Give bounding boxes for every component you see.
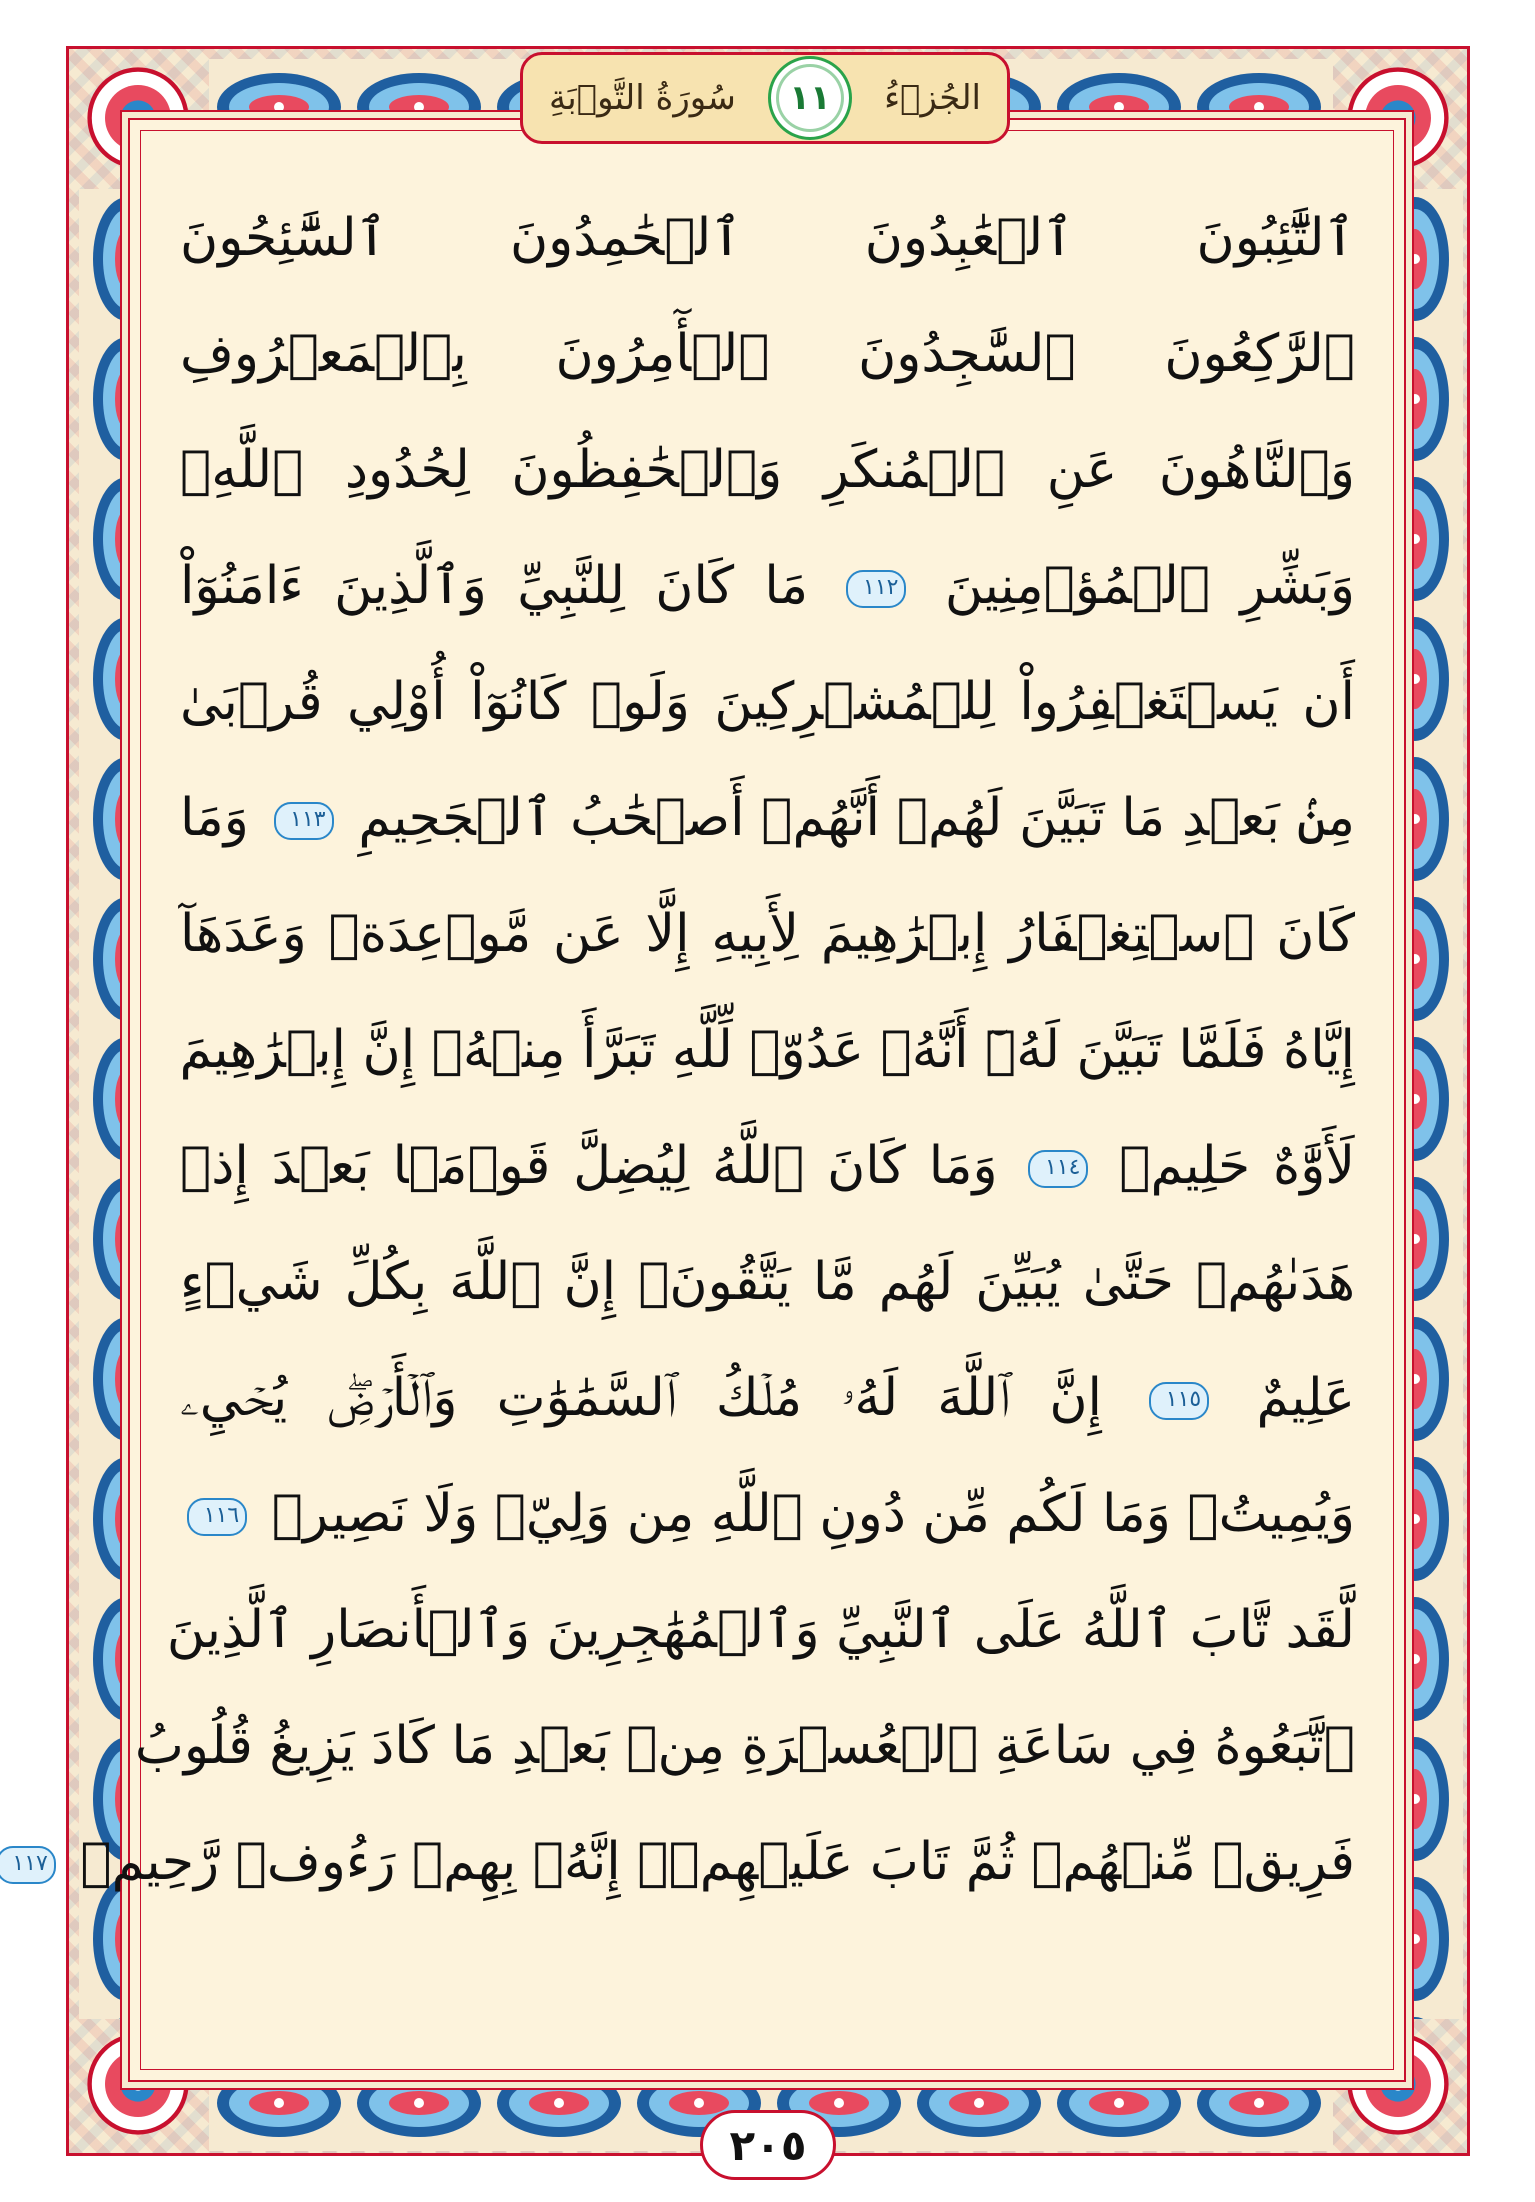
line-text: ٱلرَّٰكِعُونَ ٱلسَّٰجِدُونَ ٱلۡأٓمِرُونَ بِٱلۡمَعۡرُوفِ [180, 324, 1355, 384]
text-line [134, 1696, 1355, 1796]
ayah-number-marker: ١١٤ [1028, 1150, 1088, 1188]
line-text: أَن يَسۡتَغۡفِرُواْ لِلۡمُشۡرِكِينَ وَلَوۡ كَانُوٓاْ أُوْلِي قُرۡبَىٰ [180, 672, 1355, 732]
ayah-number-marker: ١١٦ [187, 1498, 247, 1536]
ayah-number-marker: ١١٢ [846, 570, 906, 608]
line-text: هَدَىٰهُمۡ حَتَّىٰ يُبَيِّنَ لَهُم مَّا يَتَّقُونَۚ إِنَّ ٱللَّهَ بِكُلِّ شَيۡءٍ [180, 1252, 1355, 1312]
text-line [180, 536, 1355, 636]
line-text: لَّقَد تَّابَ ٱللَّهُ عَلَى ٱلنَّبِيِّ وَٱلۡمُهَٰجِرِينَ وَٱلۡأَنصَارِ ٱلَّذِينَ [166, 1600, 1355, 1660]
text-line [180, 1464, 1355, 1564]
line-text-continued: إِنَّ ٱللَّهَ لَهُۥ مُلۡكُ ٱلسَّمَٰوَٰتِ وَٱلۡأَرۡضِۖ يُحۡيِۦ [180, 1368, 1103, 1428]
text-line [180, 1232, 1355, 1332]
line-text: وَبَشِّرِ ٱلۡمُؤۡمِنِينَ [944, 556, 1356, 616]
ayah-number-marker: ١١٥ [1149, 1382, 1209, 1420]
text-line [180, 304, 1355, 404]
juz-label: الجُزۡءُ [884, 78, 981, 118]
line-text: مِنۢ بَعۡدِ مَا تَبَيَّنَ لَهُمۡ أَنَّهُمۡ أَصۡحَٰبُ ٱلۡجَحِيمِ [358, 788, 1356, 848]
text-line [180, 420, 1355, 520]
line-text: ٱلتَّٰٓئِبُونَ ٱلۡعَٰبِدُونَ ٱلۡحَٰمِدُونَ ٱلسَّٰٓئِحُونَ [180, 208, 1355, 268]
line-text-continued: وَمَا كَانَ ٱللَّهُ لِيُضِلَّ قَوۡمَۢا بَعۡدَ إِذۡ [180, 1136, 998, 1196]
surah-name: سُورَةُ التَّوۡبَةِ [549, 78, 736, 118]
text-line [180, 1116, 1355, 1216]
line-text: إِيَّاهُ فَلَمَّا تَبَيَّنَ لَهُۥٓ أَنَّهُۥ عَدُوّٞ لِّلَّهِ تَبَرَّأَ مِنۡهُۚ إِنَّ إِبۡرَٰهِيمَ [179, 1020, 1355, 1080]
ayah-number-marker: ١١٣ [274, 802, 334, 840]
text-line [180, 188, 1355, 288]
text-line [180, 884, 1355, 984]
text-line [180, 768, 1355, 868]
text-line [180, 1000, 1355, 1100]
text-line [12, 1812, 1355, 1912]
juz-number-badge: ١١ [768, 56, 852, 140]
text-line [180, 1348, 1355, 1448]
line-text: ٱتَّبَعُوهُ فِي سَاعَةِ ٱلۡعُسۡرَةِ مِنۢ بَعۡدِ مَا كَادَ يَزِيغُ قُلُوبُ [134, 1716, 1355, 1776]
line-text-continued: مَا كَانَ لِلنَّبِيِّ وَٱلَّذِينَ ءَامَنُوٓاْ [180, 556, 809, 616]
line-text-continued: وَمَا [180, 788, 249, 848]
line-text: فَرِيقٖ مِّنۡهُمۡ ثُمَّ تَابَ عَلَيۡهِمۡۚ إِنَّهُۥ بِهِمۡ رَءُوفٞ رَّحِيمٞ [80, 1832, 1355, 1892]
page-number: ٢٠٥ [700, 2110, 836, 2180]
line-text: كَانَ ٱسۡتِغۡفَارُ إِبۡرَٰهِيمَ لِأَبِيهِ إِلَّا عَن مَّوۡعِدَةٖ وَعَدَهَآ [180, 904, 1355, 964]
line-text: وَٱلنَّاهُونَ عَنِ ٱلۡمُنكَرِ وَٱلۡحَٰفِظُونَ لِحُدُودِ ٱللَّهِۗ [180, 440, 1355, 500]
line-text: لَأَوَّٰهٌ حَلِيمٞ [1119, 1136, 1356, 1196]
text-line [180, 652, 1355, 752]
line-text: عَلِيمٌ [1256, 1368, 1355, 1428]
quran-text [12, 188, 1356, 2028]
text-line [166, 1580, 1355, 1680]
line-text: وَيُمِيتُۚ وَمَا لَكُم مِّن دُونِ ٱللَّهِ مِن وَلِيّٖ وَلَا نَصِيرٖ [271, 1484, 1355, 1544]
page-header [520, 52, 1010, 144]
ayah-number-marker: ١١٧ [0, 1846, 56, 1884]
